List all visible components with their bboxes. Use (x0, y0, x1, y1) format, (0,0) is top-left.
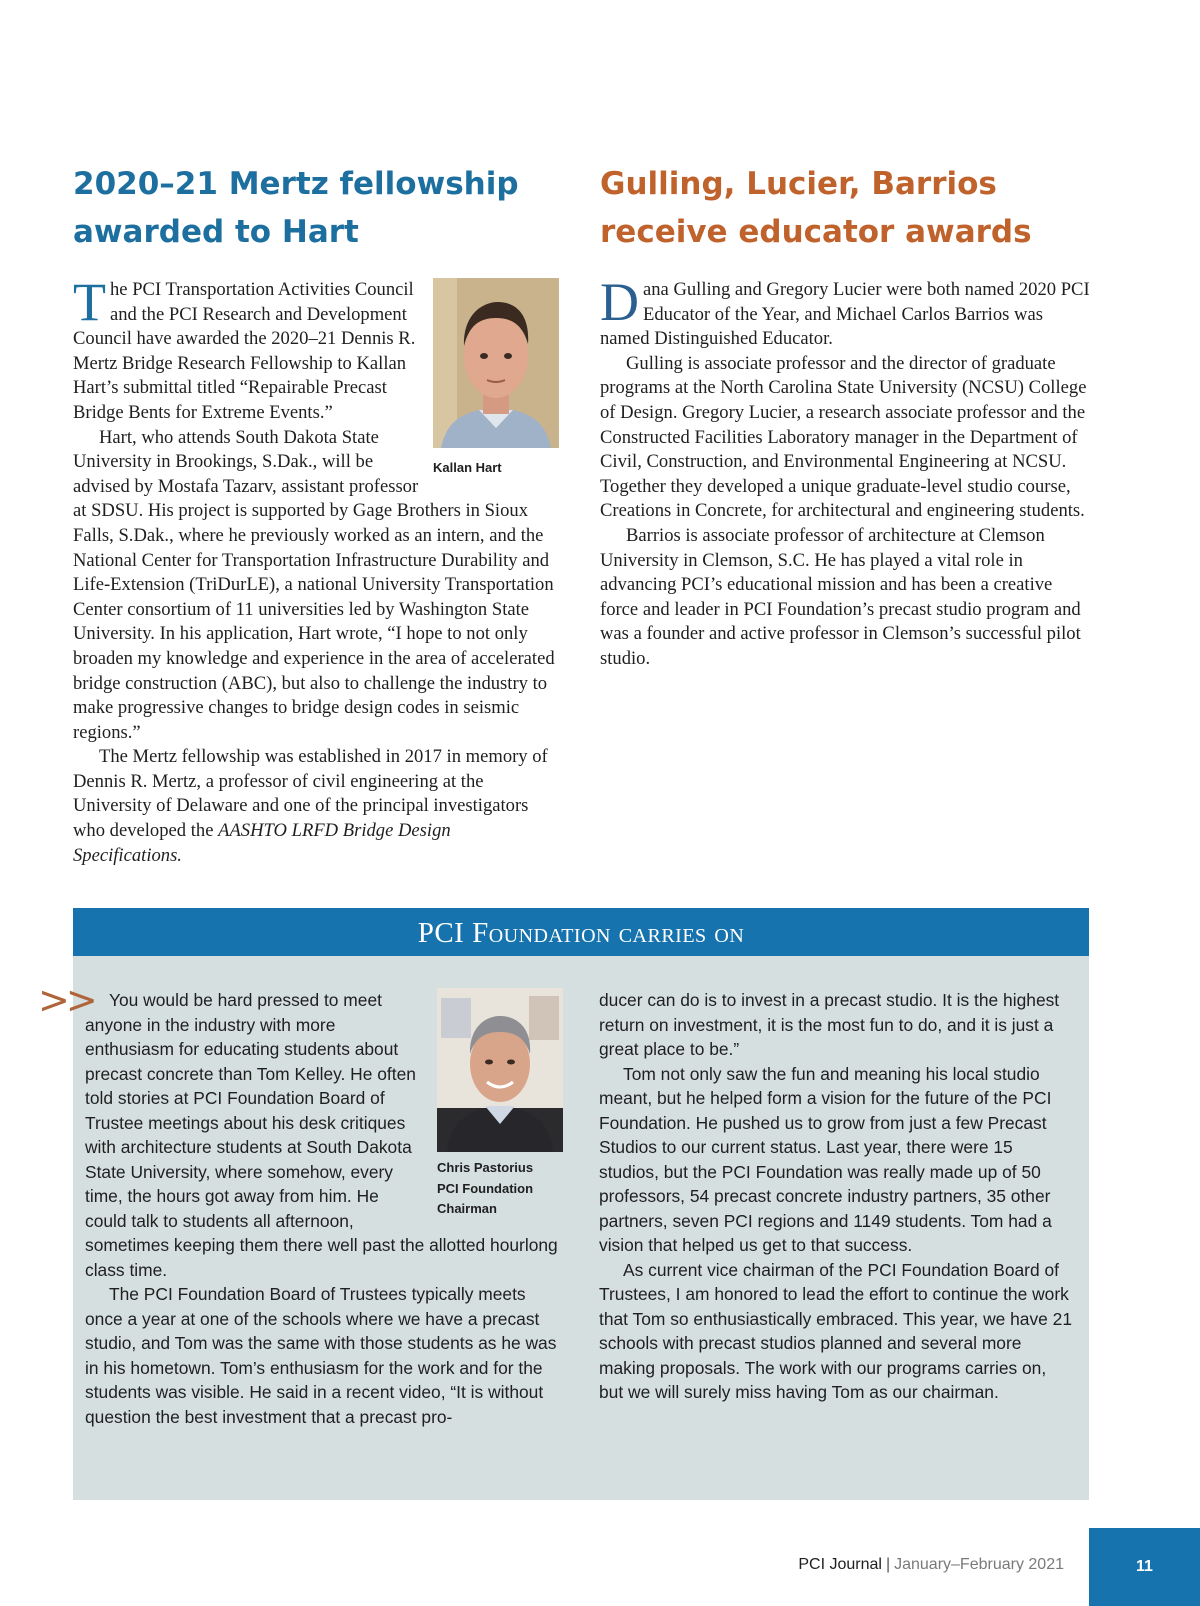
caption-org: PCI Foundation (437, 1180, 534, 1196)
portrait-man-icon (433, 278, 559, 448)
portrait-image (433, 278, 559, 448)
dropcap-d: D (600, 272, 639, 332)
caption-role: Chairman (437, 1201, 497, 1216)
foundation-band-title: PCI Foundation carries on (73, 908, 1089, 956)
left-paragraph-2: Hart, who attends South Dakota State University in Brookings, S.Dak., will be advised by Mostafa Tazarv, assistant professor at SDSU. His project is supported by Gage Brothers in Sioux Falls, S.Dak., where he previously worked as an intern, and the National Center for Transportation Infrastructure Durability and Life-Extension (TriDurLE), a national University Transportation Center consortium of 11 universities led by Washington State University. In his application, Hart wrote, “I hope to not only broaden my knowledge and experience in the area of accelerated bridge construction (ABC), but also to challenge the industry to make progressive changes to bridge design codes in seismic regions.” (73, 426, 555, 743)
photo-caption-kallan: Kallan Hart (433, 460, 502, 475)
right-p1-text: ana Gulling and Gregory Lucier were both named 2020 PCI Educator of the Year, and Michael Carlos Barrios was named Distinguished Educator. (600, 279, 1090, 350)
double-chevron-icon: >> (38, 978, 94, 1022)
dropcap-t: T (73, 272, 106, 332)
right-paragraph-1 (600, 272, 1090, 352)
left-headline-line1: 2020–21 Mertz fellowship (73, 166, 519, 202)
foundation-paragraph-2: The PCI Foundation Board of Trustees typically meets once a year at one of the schools where we have a precast studio, and Tom was the same with those students as he was in his hometown. Tom’s enthusiasm for the work and for the students was visible. He said in a recent video, “It is without question the best investment that a precast pro- (85, 1284, 557, 1427)
kallan-hart-photo (433, 278, 559, 478)
right-article-body (600, 272, 1090, 672)
foundation-paragraph-2-cont: ducer can do is to invest in a precast studio. It is the highest return on investment, it is the most fun to do, and it is just a great place to be.” (599, 990, 1060, 1059)
left-headline-line2: awarded to Hart (73, 214, 359, 250)
portrait-chairman-icon (437, 988, 563, 1152)
left-article (73, 160, 559, 868)
left-article-body (73, 272, 559, 868)
left-headline (73, 160, 559, 256)
page-number: 11 (1089, 1528, 1200, 1606)
foundation-paragraph-3: Tom not only saw the fun and meaning his local studio meant, but he helped form a vision for the future of the PCI Foundation. He pushed us to grow from just a few Precast Studios to our current status. Last year, there were 15 studios, but the PCI Foundation was really made up of 50 professors, 54 precast concrete industry partners, 35 other partners, seven PCI regions and 1149 students. Tom had a vision that helped us get to that success. (599, 1063, 1052, 1255)
footer-separator: | (885, 1556, 891, 1573)
foundation-panel (73, 956, 1089, 1500)
caption-name: Chris Pastorius (437, 1160, 534, 1175)
right-paragraph-2: Gulling is associate professor and the director of graduate programs at the North Carolina State University (NCSU) College of Design. Gregory Lucier, a research associate professor and the Constructed Facilities Laboratory manager in the Department of Civil, Construction, and Environmental Engineering at NCSU. Together they developed a unique graduate-level studio course, Creations in Concrete, for architectural and engineering students. (600, 352, 1087, 522)
chris-pastorius-photo (437, 988, 563, 1220)
journal-name: PCI Journal (798, 1556, 882, 1573)
right-headline (600, 160, 1090, 256)
right-paragraph-3: Barrios is associate professor of architecture at Clemson University in Clemson, S.C. He has played a vital role in advancing PCI’s educational mission and has been a creative force and leader in PCI Foundation’s precast studio program and was a founder and active professor in Clemson’s successful pilot studio. (600, 524, 1081, 669)
right-headline-line1: Gulling, Lucier, Barrios (600, 166, 997, 202)
right-headline-line2: receive educator awards (600, 214, 1032, 250)
issue-date: January–February 2021 (894, 1556, 1064, 1573)
left-paragraph-3 (73, 745, 559, 868)
portrait-image-2 (437, 988, 563, 1152)
footer (798, 1556, 1064, 1574)
right-article (600, 160, 1090, 672)
left-p3-text: The Mertz fellowship was established in 2017 in memory of Dennis R. Mertz, a professor of civil engineering at the University of Delaware and one of the principal investigators who developed the (73, 746, 548, 842)
aashto-spec-title: AASHTO LRFD Bridge Design Specifications. (73, 820, 451, 866)
photo-caption-chris (437, 1158, 563, 1220)
foundation-right-column (599, 988, 1075, 1405)
left-p1-text: he PCI Transportation Activities Council and the PCI Research and Development Council have awarded the 2020–21 Dennis R. Mertz Bridge Research Fellowship to Kallan Hart’s submittal titled “Repairable Precast Bridge Bents for Extreme Events.” (73, 279, 416, 423)
foundation-paragraph-1: You would be hard pressed to meet anyone in the industry with more enthusiasm for educating students about precast concrete than Tom Kelley. He often told stories at PCI Foundation Board of Trustee meetings about his desk critiques with architecture students at South Dakota State University, where somehow, every time, the hours got away from him. He could talk to students all afternoon, sometimes keeping them there well past the allotted hourlong class time. (85, 990, 558, 1280)
foundation-paragraph-4: As current vice chairman of the PCI Foundation Board of Trustees, I am honored to lead the effort to continue the work that Tom so enthusiastically embraced. This year, we have 21 schools with precast studios planned and several more making proposals. The work with our programs carries on, but we will surely miss having Tom as our chairman. (599, 1259, 1073, 1402)
foundation-left-column (85, 988, 563, 1429)
